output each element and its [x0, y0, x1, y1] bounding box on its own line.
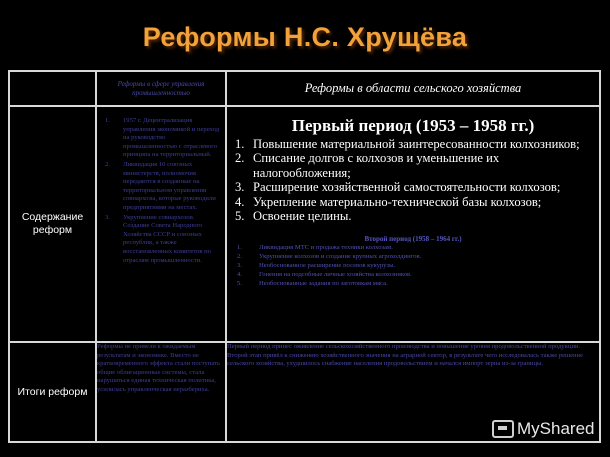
list-item: 2. Списание долгов с колхозов и уменьшение их налогообложения;: [235, 151, 500, 180]
period1-heading: Первый период (1953 – 1958 гг.): [291, 116, 535, 135]
period2-heading: Второй период (1958 – 1964 гг.): [364, 235, 462, 244]
list-item: 5. Освоение целины.: [235, 209, 352, 224]
row-label-content: Содержание реформ: [9, 106, 96, 342]
list-item: 1. Повышение материальной заинтересованности колхозников;: [235, 137, 580, 151]
list-item: 2. Укрупнение колхозов и создание крупных агрохолдингов.: [237, 253, 422, 261]
row-label-results: Итоги реформ: [9, 342, 96, 442]
industry-list: [97, 107, 225, 265]
header-agriculture: Реформы в области сельского хозяйства: [226, 71, 600, 106]
list-item: 3. Расширение хозяйственной самостоятельности колхозов;: [235, 180, 561, 195]
period2-list: [227, 244, 599, 288]
list-item: 1. 1957 г. Децентрализация управления экономикой и переход на руководство промышленностью с отраслевого принципа на территориальный.: [105, 117, 220, 159]
list-item: 4. Укрепление материально-технической базы колхозов;: [235, 194, 542, 209]
agriculture-content-cell: [226, 106, 600, 342]
list-item: 3. Укрупнение совнархозов. Создание Совета Народного Хозяйства СССР и союзных республик, а также восстановленных комитетов по отраслям промышленности.: [105, 213, 212, 264]
agriculture-results-cell: Первый период принес оживление сельскохозяйственного производства и повышение уровня продовольственной продукции. Второй этап привёл к снижению хозяйственного значения на аграрной сектор, в результате чего исследовалась также решение сельского хозяйства, ухудшилось снабжение населения продовольствием и начался импорт зерна из-за границы.: [226, 342, 600, 442]
list-item: 1. Ликвидация МТС и продажа техники колхозам.: [237, 244, 393, 252]
corner-cell: [9, 71, 96, 106]
reforms-table: [8, 70, 601, 443]
presentation-icon: [492, 420, 514, 438]
period1-list: [227, 137, 599, 223]
list-item: 3. Необоснованное расширение посевов кукурузы.: [237, 262, 396, 270]
list-item: 2. Ликвидация 10 союзных министерств, полномочия передаются в созданные на территориальном управлении совнархозы, которые руководили предприятиями на местах.: [105, 160, 216, 211]
watermark-text: MyShared: [517, 419, 595, 438]
page-title: Реформы Н.С. Хрущёва: [142, 22, 468, 52]
header-industry: Реформы в сфере управления промышленностью: [96, 71, 226, 106]
industry-results-cell: Реформы не привели к ожидаемым результатам и экономике. Вместо не кратковременного эффекта стали поступать общие облигационные системы, стала нарушаться единая техническая политика, усилилась управленческая неразбериха.: [96, 342, 226, 442]
industry-content-cell: [96, 106, 226, 342]
list-item: 4. Гонения на подсобные личные хозяйства колхозников.: [237, 270, 412, 278]
watermark-logo: [492, 419, 594, 439]
list-item: 5. Необоснованные задания по заготовкам мяса.: [237, 279, 388, 287]
